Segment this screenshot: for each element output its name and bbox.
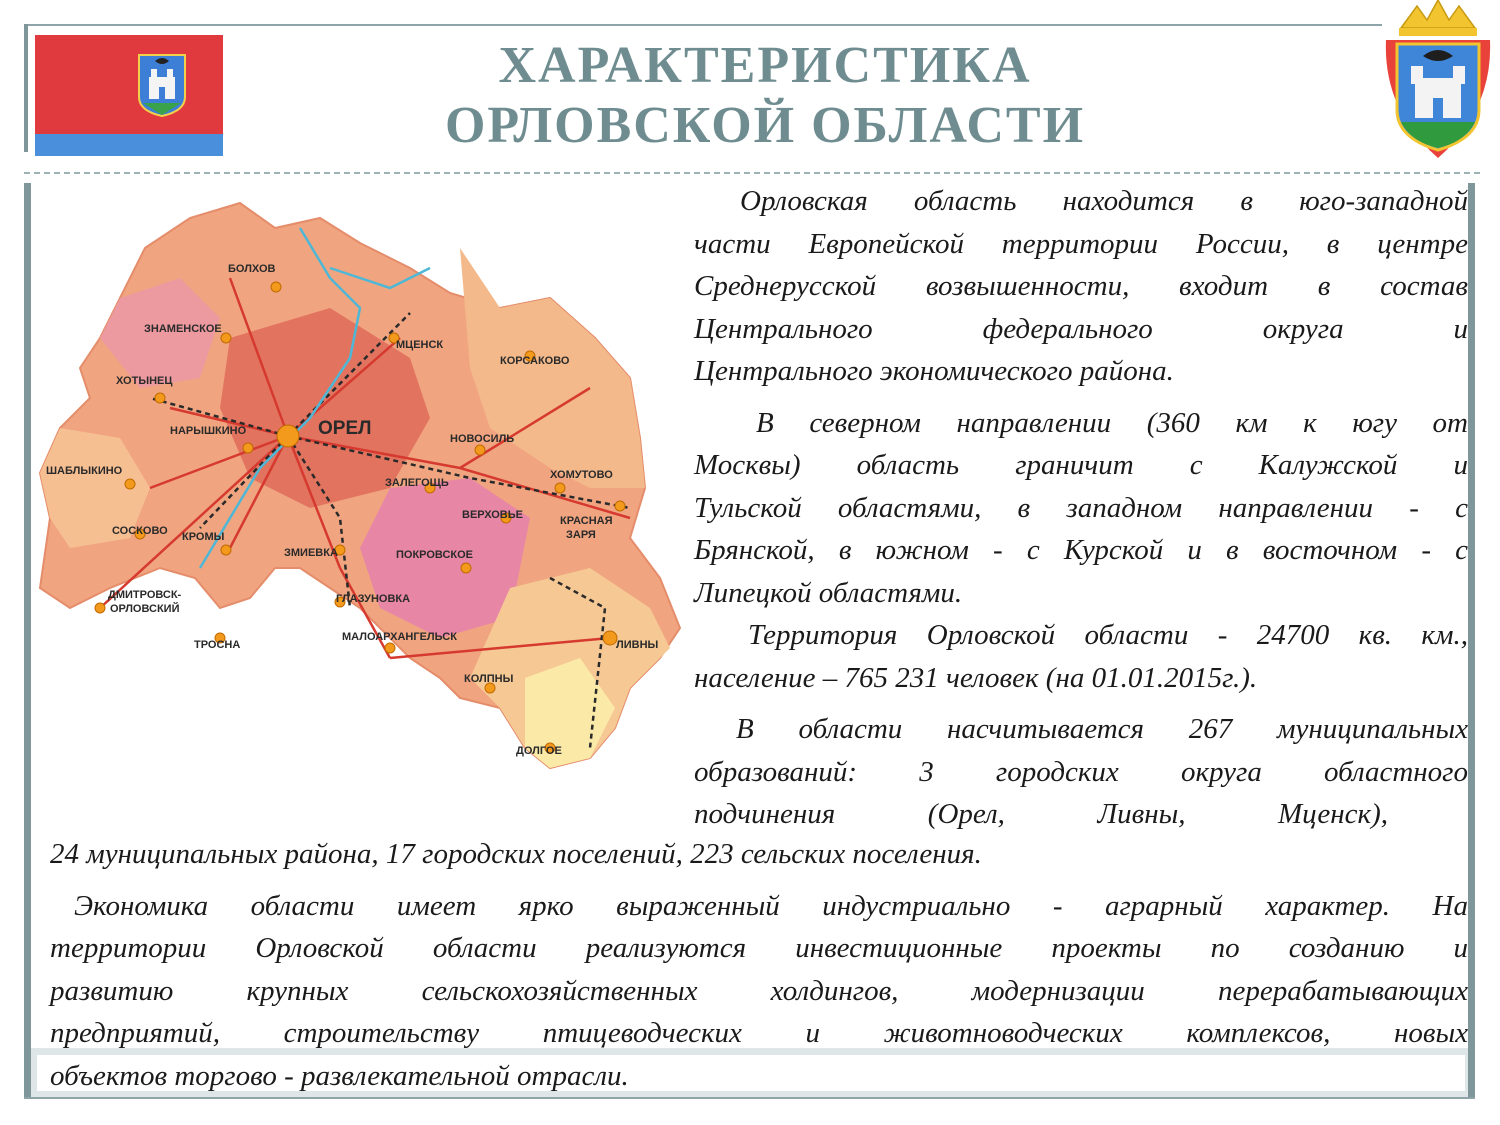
map-label-znamenskoe: ЗНАМЕНСКОЕ [144, 323, 222, 335]
map-label-khotynets: ХОТЫНЕЦ [116, 375, 173, 387]
text-line: Тульской областями, в западном направлении - с [694, 491, 1468, 524]
map-label-orlovsky: ОРЛОВСКИЙ [110, 603, 180, 615]
map-label-zalegoshch: ЗАЛЕГОЩЬ [385, 477, 449, 489]
orel-oblast-flag-icon [35, 35, 223, 156]
description-column [694, 180, 1468, 836]
map-label-zmievka: ЗМИЕВКА [284, 547, 338, 559]
paragraph-municipalities [694, 708, 1468, 836]
map-label-glazunovka: ГЛАЗУНОВКА [336, 593, 411, 605]
page-title [300, 36, 1230, 156]
text-line: Центрального федерального округа и [694, 312, 1468, 345]
text-line: территории Орловской области реализуются инвестиционные проекты по созданию и [50, 932, 1468, 964]
municipalities-continuation: 24 муниципальных района, 17 городских поселений, 223 сельских поселения. [50, 838, 982, 870]
map-label-zarya: ЗАРЯ [566, 529, 596, 541]
text-line: Центрального экономического района. [694, 355, 1174, 387]
map-label-krasnaya: КРАСНАЯ [560, 515, 613, 527]
text-line: объектов торгово - развлекательной отрасли. [50, 1059, 629, 1092]
text-line: Экономика области имеет ярко выраженный индустриально - аграрный характер. На [74, 889, 1468, 922]
text-line: развитию крупных сельскохозяйственных холдингов, модернизации перерабатывающих [50, 974, 1468, 1007]
flag-emblem-icon [137, 53, 187, 117]
text-line: Среднерусской возвышенности, входит в состав [694, 270, 1468, 302]
text-line: Липецкой областями. [694, 576, 963, 609]
text-line: предприятий, строительству птицеводческих и животноводческих комплексов, новых [50, 1017, 1468, 1049]
header-top-rule [24, 24, 1382, 26]
text-line: образований: 3 городских округа областного [694, 755, 1468, 788]
title-line-1: ХАРАКТЕРИСТИКА [498, 37, 1032, 94]
map-label-kolpny: КОЛПНЫ [464, 673, 514, 685]
map-label-shablykino: ШАБЛЫКИНО [46, 465, 123, 477]
map-label-maloarkhangelsk: МАЛОАРХАНГЕЛЬСК [342, 631, 457, 643]
map-label-bolkhov: БОЛХОВ [228, 263, 276, 275]
map-label-orel: ОРЕЛ [318, 418, 372, 439]
paragraph-borders [694, 402, 1468, 615]
paragraph-territory [694, 614, 1468, 699]
map-label-dolgoe: ДОЛГОЕ [516, 745, 562, 757]
header-divider [24, 172, 1480, 174]
orel-oblast-map-icon [30, 188, 690, 788]
text-line: В северном направлении (360 км к югу от [756, 406, 1468, 439]
paragraph-economy [50, 885, 1468, 1098]
map-label-korsakovo: КОРСАКОВО [500, 355, 570, 367]
text-line: Брянской, в южном - с Курской и в восточном - с [694, 534, 1468, 566]
map-label-naryshkino: НАРЫШКИНО [170, 425, 247, 437]
text-line: Орловская область находится в юго-западной [740, 185, 1468, 217]
text-line: Территория Орловской области - 24700 кв. км., [748, 619, 1468, 651]
map-label-pokrovskoe: ПОКРОВСКОЕ [396, 549, 473, 561]
map-label-novosil: НОВОСИЛЬ [450, 433, 515, 445]
description-full-width [50, 833, 1468, 1097]
map-label-verkhovye: ВЕРХОВЬЕ [462, 509, 523, 521]
paragraph-location [694, 180, 1468, 393]
map-label-soskovo: СОСКОВО [112, 525, 168, 537]
header-left-rule [24, 24, 28, 152]
text-line: подчинения (Орел, Ливны, Мценск), [694, 798, 1388, 830]
map-label-kromy: КРОМЫ [182, 531, 225, 543]
map-label-khomutovo: ХОМУТОВО [550, 469, 613, 481]
text-line: Москвы) область граничит с Калужской и [694, 449, 1468, 481]
map-label-trosna: ТРОСНА [194, 639, 241, 651]
map-label-dmitrovsk: ДМИТРОВСК- [108, 589, 182, 601]
map-label-mtsensk: МЦЕНСК [396, 339, 444, 351]
text-line: В области насчитывается 267 муниципальных [736, 713, 1468, 745]
text-line: части Европейской территории России, в центре [694, 227, 1468, 260]
map-label-livny: ЛИВНЫ [616, 639, 659, 651]
orel-oblast-coat-of-arms-icon [1381, 0, 1495, 160]
text-line: население – 765 231 человек (на 01.01.2015г.). [694, 661, 1258, 694]
title-line-2: ОРЛОВСКОЙ ОБЛАСТИ [444, 97, 1086, 154]
